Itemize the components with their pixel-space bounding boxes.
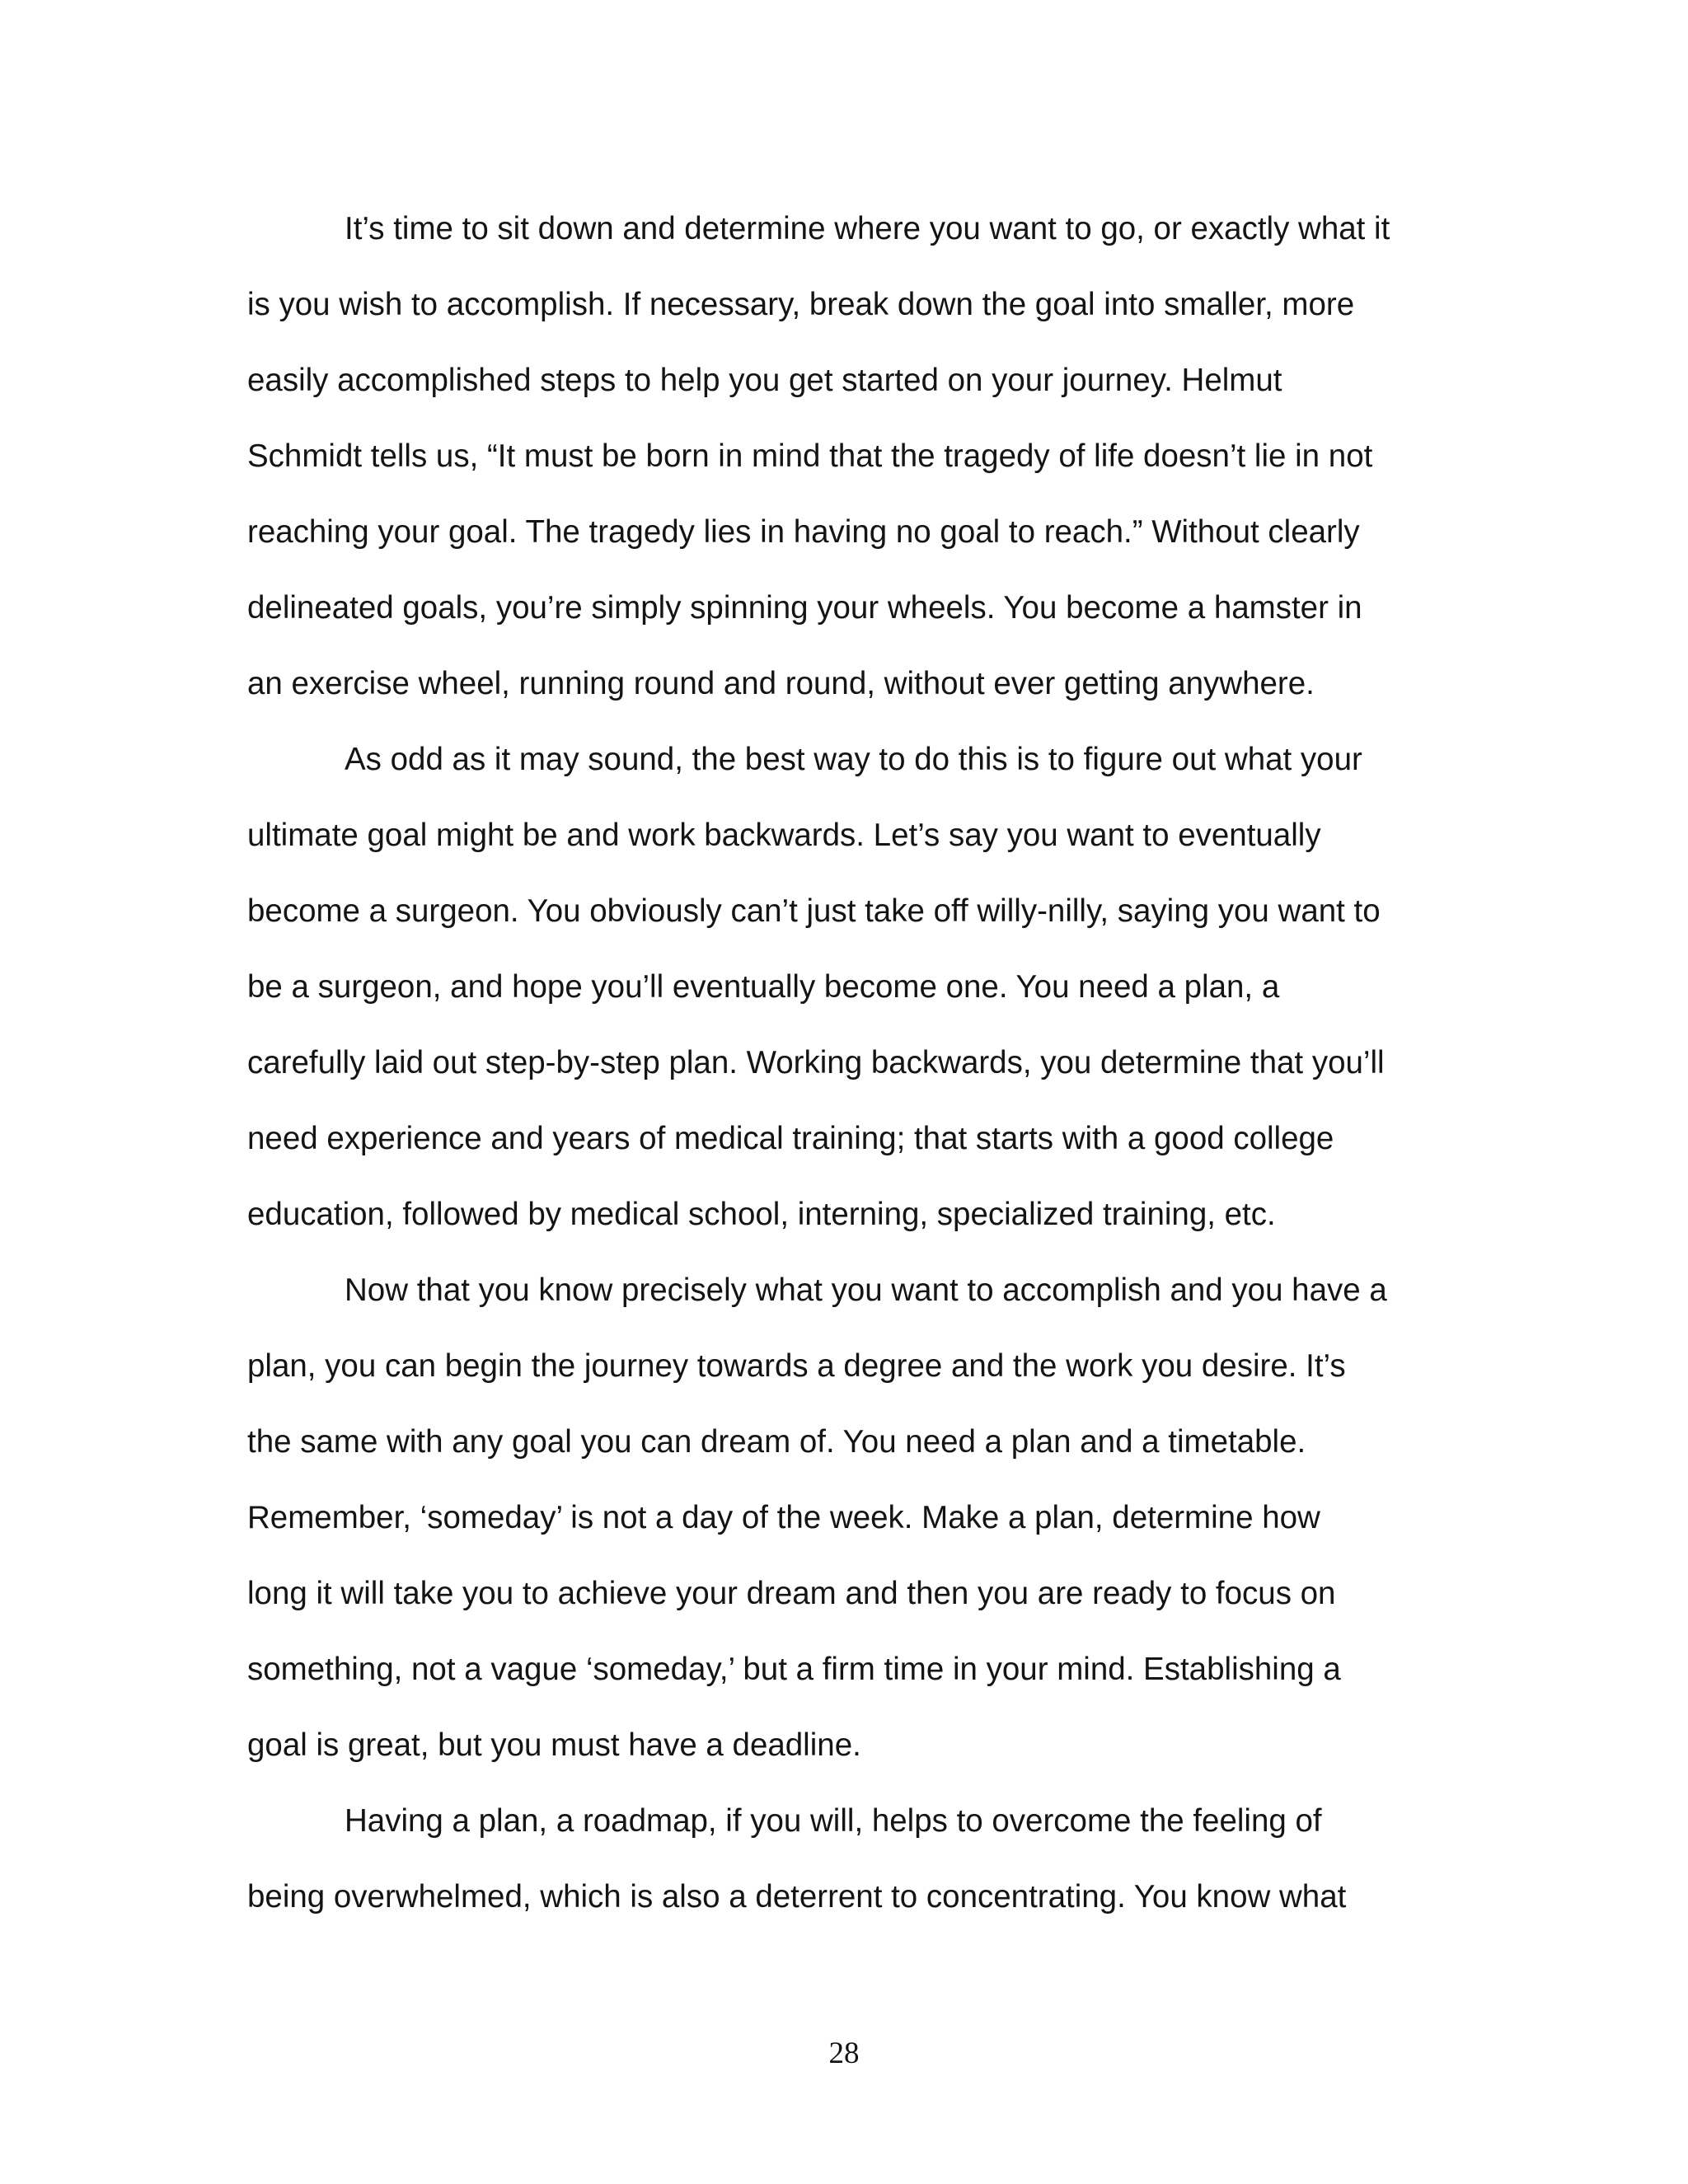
paragraph-2-line-5: carefully laid out step-by-step plan. Working backwards, you determine that you’ll [247,1045,1385,1080]
paragraph-4-line-2: being overwhelmed, which is also a deterrent to concentrating. You know what [247,1879,1347,1915]
paragraph-1-line-3: easily accomplished steps to help you get started on your journey. Helmut [247,363,1282,398]
paragraph-1-line-1: It’s time to sit down and determine where you want to go, or exactly what it [345,211,1390,246]
paragraph-2-line-4: be a surgeon, and hope you’ll eventually become one. You need a plan, a [247,969,1280,1005]
paragraph-1-line-2: is you wish to accomplish. If necessary, break down the goal into smaller, more [247,287,1355,322]
paragraph-3-line-2: plan, you can begin the journey towards a degree and the work you desire. It’s [247,1348,1346,1384]
paragraph-2-line-7: education, followed by medical school, interning, specialized training, etc. [247,1197,1276,1232]
paragraph-3-line-6: something, not a vague ‘someday,’ but a firm time in your mind. Establishing a [247,1652,1341,1687]
paragraph-3-line-1: Now that you know precisely what you want to accomplish and you have a [345,1272,1387,1308]
paragraph-3-line-3: the same with any goal you can dream of. You need a plan and a timetable. [247,1424,1306,1460]
paragraph-3-line-4: Remember, ‘someday’ is not a day of the week. Make a plan, determine how [247,1500,1320,1535]
paragraph-4-line-1: Having a plan, a roadmap, if you will, helps to overcome the feeling of [345,1803,1322,1839]
body-text [247,191,1442,1935]
paragraph-2-line-3: become a surgeon. You obviously can’t just take off willy-nilly, saying you want to [247,893,1381,929]
paragraph-1-line-7: an exercise wheel, running round and round, without ever getting anywhere. [247,666,1315,701]
paragraph-1-line-6: delineated goals, you’re simply spinning your wheels. You become a hamster in [247,590,1362,626]
paragraph-2-line-2: ultimate goal might be and work backwards. Let’s say you want to eventually [247,818,1321,853]
paragraph-3-line-7: goal is great, but you must have a deadline. [247,1727,861,1763]
paragraph-2-line-1: As odd as it may sound, the best way to do this is to figure out what your [345,742,1362,777]
page-number: 28 [828,2036,860,2070]
paragraph-2-line-6: need experience and years of medical training; that starts with a good college [247,1121,1334,1156]
paragraph-1-line-5: reaching your goal. The tragedy lies in having no goal to reach.” Without clearly [247,514,1360,550]
paragraph-1-line-4: Schmidt tells us, “It must be born in mind that the tragedy of life doesn’t lie in not [247,438,1373,474]
paragraph-3-line-5: long it will take you to achieve your dream and then you are ready to focus on [247,1576,1336,1611]
